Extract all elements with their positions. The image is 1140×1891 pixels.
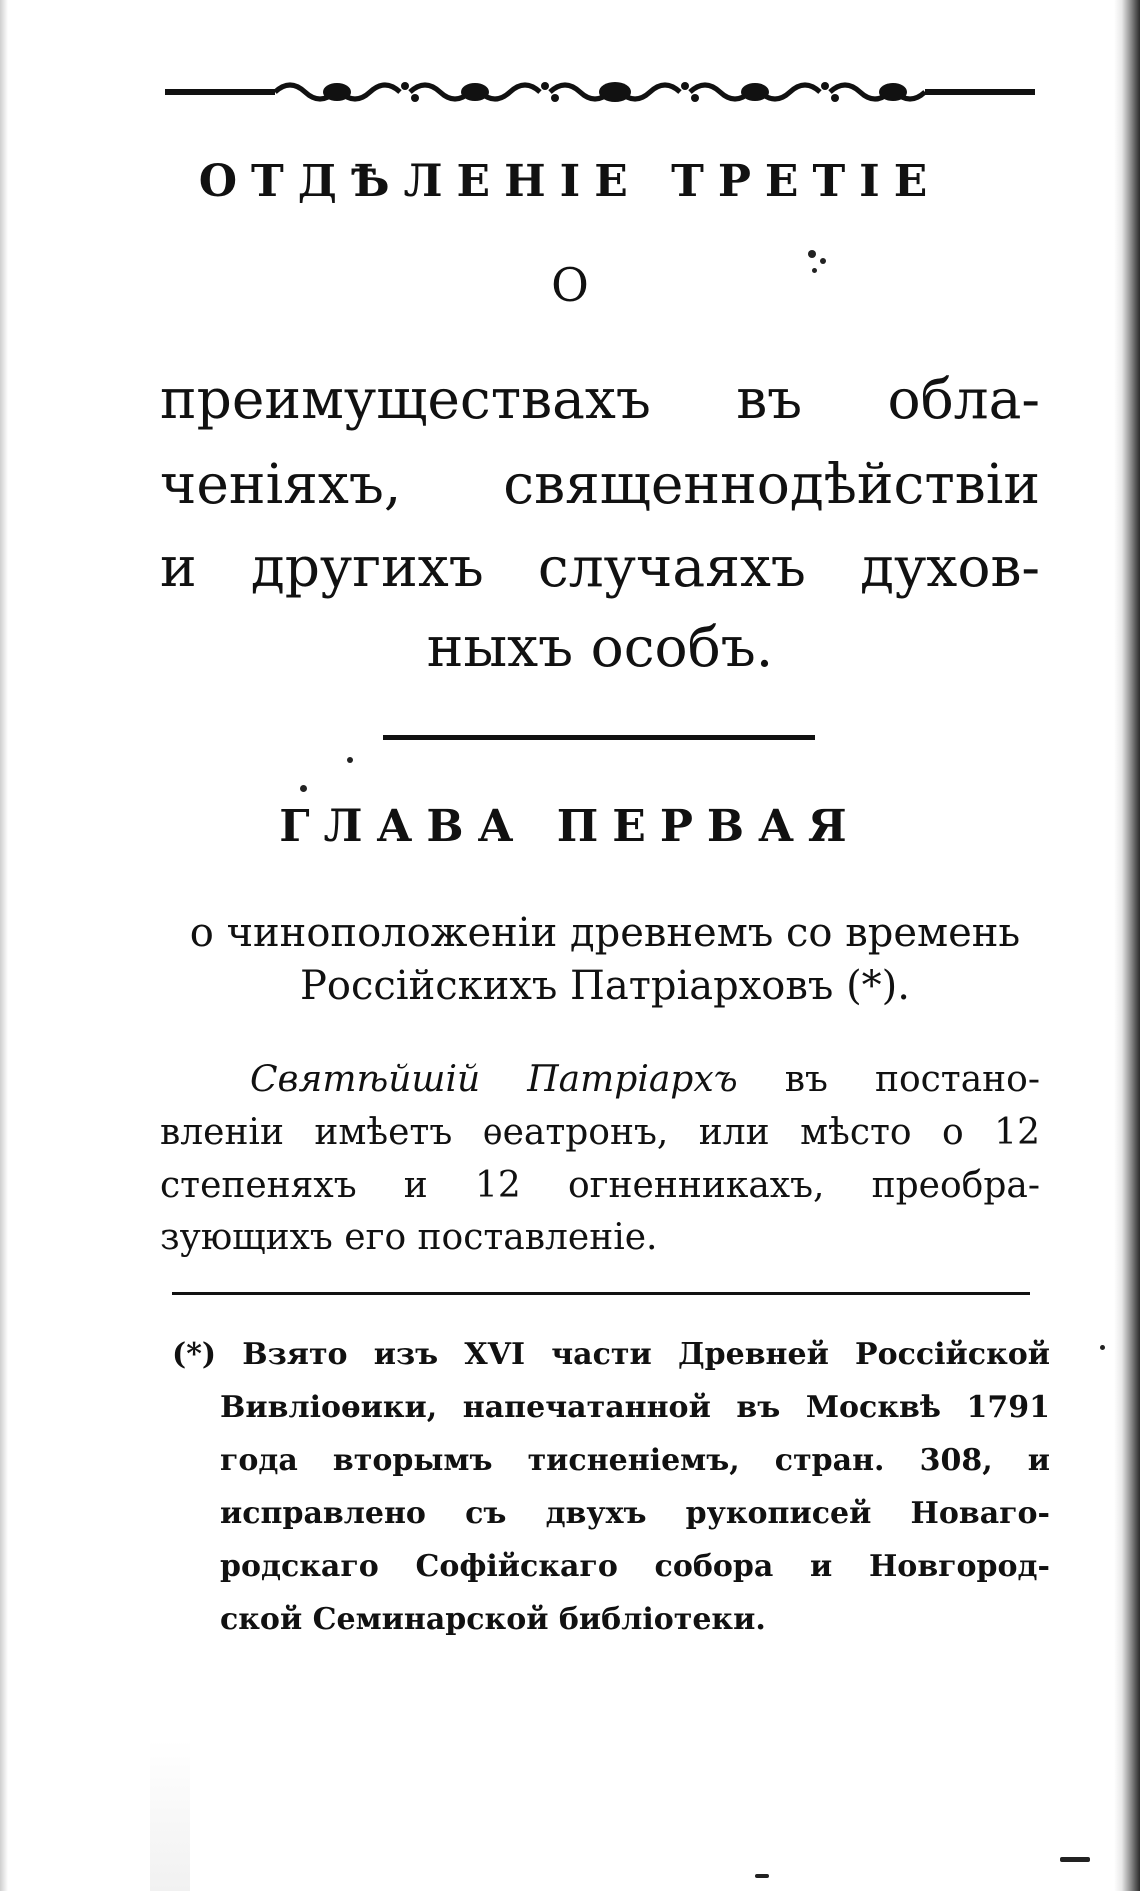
body-line-3: степеняхъ и 12 огненникахъ, преобра- bbox=[160, 1165, 1040, 1206]
body-italic-lead: Святѣйшій Патріархъ bbox=[250, 1059, 738, 1100]
chapter-title: ГЛАВА ПЕРВАЯ bbox=[279, 801, 861, 852]
chapter-subtitle-line-2: Россійскихъ Патріарховъ (*). bbox=[300, 963, 910, 1009]
body-line-4: зующихъ его поставленіе. bbox=[160, 1217, 658, 1258]
ink-speck bbox=[1060, 1857, 1090, 1862]
heading-line-4: ныхъ особъ. bbox=[426, 615, 774, 679]
ink-speck bbox=[808, 250, 816, 258]
ink-speck bbox=[300, 785, 307, 792]
footnote-line-3: года вторымъ тисненіемъ, стран. 308, и bbox=[220, 1443, 1050, 1478]
footnote-rule bbox=[172, 1292, 1030, 1295]
footnote-line-2: Вивліоѳики, напечатанной въ Москвѣ 1791 bbox=[220, 1390, 1050, 1425]
scan-left-edge bbox=[0, 0, 8, 1891]
ink-speck bbox=[820, 258, 826, 264]
footnote-line-5: родскаго Софійскаго собора и Новгород- bbox=[220, 1549, 1050, 1584]
heading-line-3: и другихъ случаяхъ духов- bbox=[160, 535, 1040, 599]
body-line-1-rest: въ постано- bbox=[784, 1059, 1041, 1100]
section-divider bbox=[383, 735, 815, 740]
ink-speck bbox=[1100, 1345, 1105, 1350]
header-ornament bbox=[165, 72, 1035, 112]
scan-right-edge bbox=[1114, 0, 1140, 1891]
ink-speck bbox=[812, 268, 817, 273]
title-preposition: О bbox=[551, 258, 589, 312]
section-title: ОТДѢЛЕНІЕ ТРЕТІЕ bbox=[198, 156, 942, 207]
scan-smudge bbox=[150, 1740, 190, 1891]
heading-line-2: ченіяхъ, священнодѣйствіи bbox=[160, 452, 1040, 516]
footnote-line-4: исправлено съ двухъ рукописей Новаго- bbox=[220, 1496, 1050, 1531]
body-line-2: вленіи имѣетъ ѳеатронъ, или мѣсто о 12 bbox=[160, 1112, 1040, 1153]
body-line-1 bbox=[250, 1059, 1041, 1100]
footnote-line-6: ской Семинарской библіотеки. bbox=[220, 1602, 766, 1637]
ink-speck bbox=[347, 757, 353, 763]
chapter-subtitle-line-1: о чиноположеніи древнемъ со времень bbox=[189, 910, 1021, 956]
ink-speck bbox=[755, 1874, 769, 1878]
heading-line-1: преимуществахъ въ облa- bbox=[160, 367, 1040, 431]
footnote-line-1: (*) Взято изъ XVI части Древней Россійской bbox=[172, 1337, 1050, 1372]
